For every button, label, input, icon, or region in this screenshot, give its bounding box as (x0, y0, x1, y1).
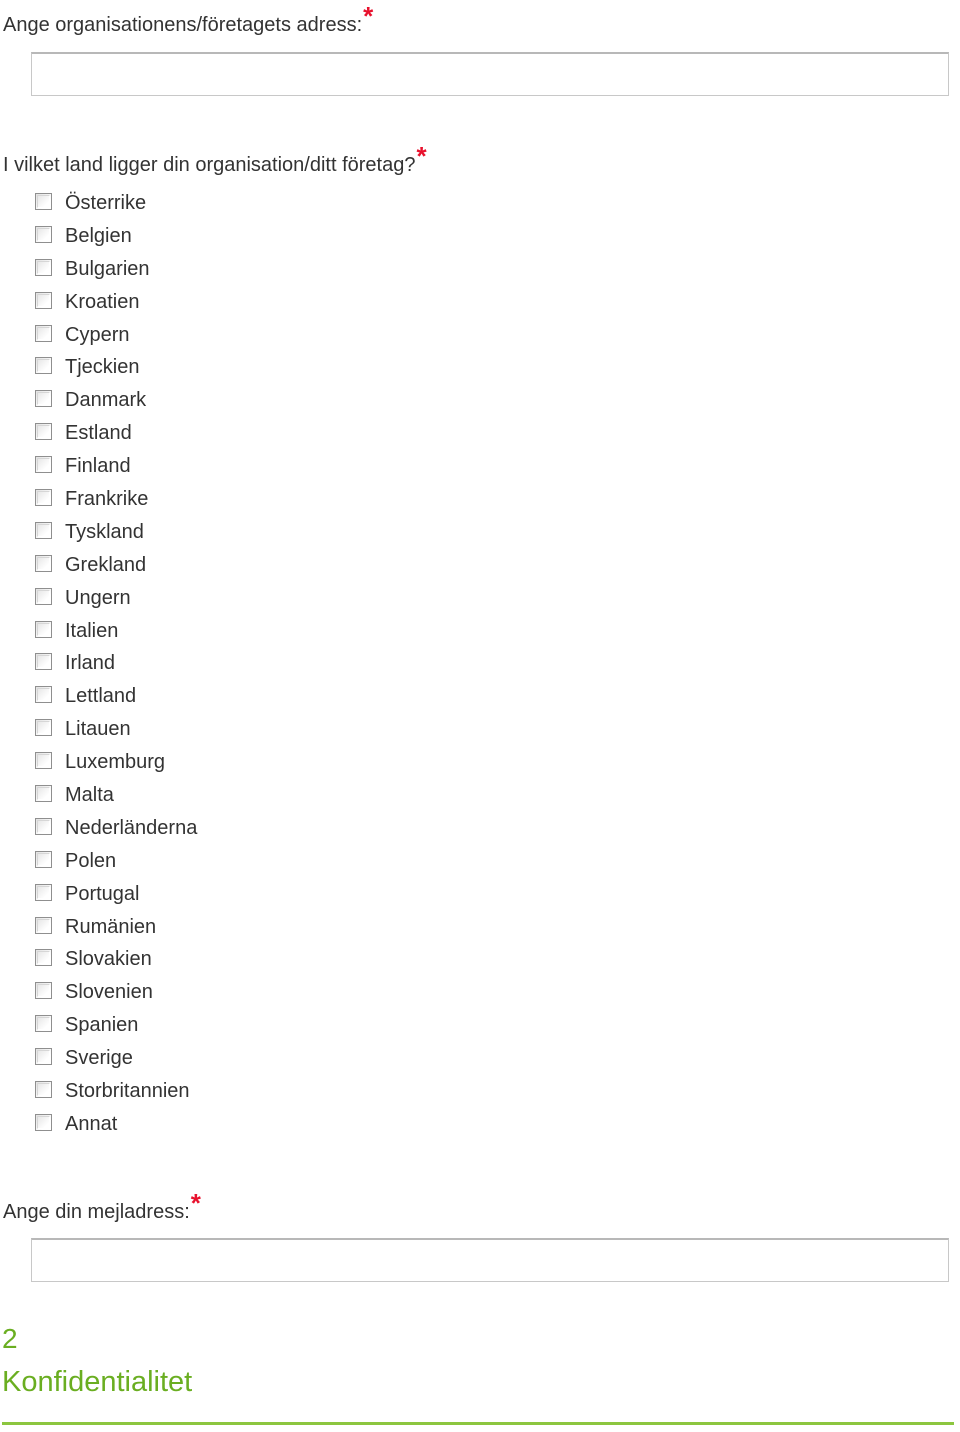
country-checkbox-list (0, 187, 600, 1141)
country-option[interactable] (0, 812, 600, 845)
checkbox-icon[interactable] (35, 621, 52, 638)
checkbox-icon[interactable] (35, 390, 52, 407)
email-input[interactable] (31, 1238, 949, 1282)
country-option-label: Portugal (65, 882, 140, 905)
country-option-label: Polen (65, 849, 117, 872)
country-option-label: Lettland (65, 685, 137, 708)
checkbox-icon[interactable] (35, 489, 52, 506)
country-option[interactable] (0, 384, 600, 417)
country-option[interactable] (0, 220, 600, 253)
section-title: Konfidentialitet (2, 1366, 193, 1398)
country-option-label: Litauen (65, 718, 131, 741)
country-option[interactable] (0, 647, 600, 680)
country-option-label: Malta (65, 784, 114, 807)
country-option-label: Slovakien (65, 948, 152, 971)
country-option-label: Frankrike (65, 488, 149, 511)
checkbox-icon[interactable] (35, 522, 52, 539)
country-option[interactable] (0, 319, 600, 352)
country-option[interactable] (0, 1075, 600, 1108)
address-input[interactable] (31, 52, 949, 96)
checkbox-icon[interactable] (35, 588, 52, 605)
country-option[interactable] (0, 1108, 600, 1141)
checkbox-icon[interactable] (35, 719, 52, 736)
checkbox-icon[interactable] (35, 1048, 52, 1065)
country-option-label: Ungern (65, 586, 131, 609)
checkbox-icon[interactable] (35, 423, 52, 440)
country-option-label: Annat (65, 1112, 118, 1135)
country-option-label: Slovenien (65, 981, 153, 1004)
country-option-label: Grekland (65, 553, 147, 576)
checkbox-icon[interactable] (35, 884, 52, 901)
checkbox-icon[interactable] (35, 785, 52, 802)
country-option[interactable] (0, 187, 600, 220)
checkbox-icon[interactable] (35, 653, 52, 670)
address-question (3, 1, 374, 38)
country-option[interactable] (0, 1042, 600, 1075)
country-option-label: Danmark (65, 389, 147, 412)
country-question (3, 141, 427, 178)
checkbox-icon[interactable] (35, 226, 52, 243)
email-question-label: Ange din mejladress: (3, 1201, 190, 1223)
country-option-label: Spanien (65, 1014, 139, 1037)
country-option[interactable] (0, 1009, 600, 1042)
country-option-label: Italien (65, 619, 119, 642)
country-option-label: Cypern (65, 323, 130, 346)
checkbox-icon[interactable] (35, 752, 52, 769)
country-option-label: Nederländerna (65, 816, 198, 839)
country-option[interactable] (0, 779, 600, 812)
checkbox-icon[interactable] (35, 357, 52, 374)
country-option-label: Bulgarien (65, 257, 150, 280)
checkbox-icon[interactable] (35, 949, 52, 966)
checkbox-icon[interactable] (35, 325, 52, 342)
checkbox-icon[interactable] (35, 456, 52, 473)
checkbox-icon[interactable] (35, 1114, 52, 1131)
checkbox-icon[interactable] (35, 1081, 52, 1098)
country-option[interactable] (0, 450, 600, 483)
checkbox-icon[interactable] (35, 555, 52, 572)
section-number: 2 (2, 1323, 18, 1354)
country-option[interactable] (0, 943, 600, 976)
checkbox-icon[interactable] (35, 1015, 52, 1032)
country-option-label: Österrike (65, 192, 147, 214)
country-option[interactable] (0, 483, 600, 516)
country-option[interactable] (0, 976, 600, 1009)
country-option-label: Tjeckien (65, 356, 140, 379)
country-option[interactable] (0, 253, 600, 286)
required-marker: * (190, 1188, 201, 1218)
country-option[interactable] (0, 845, 600, 878)
country-option[interactable] (0, 516, 600, 549)
country-option-label: Luxemburg (65, 751, 166, 774)
country-option[interactable] (0, 549, 600, 582)
country-option[interactable] (0, 911, 600, 944)
address-question-label: Ange organisationens/företagets adress: (3, 14, 363, 36)
country-option[interactable] (0, 286, 600, 319)
country-option-label: Finland (65, 455, 131, 478)
country-option[interactable] (0, 878, 600, 911)
checkbox-icon[interactable] (35, 851, 52, 868)
country-option[interactable] (0, 582, 600, 615)
country-option[interactable] (0, 615, 600, 648)
checkbox-icon[interactable] (35, 259, 52, 276)
country-question-label: I vilket land ligger din organisation/ditt företag? (3, 154, 416, 176)
checkbox-icon[interactable] (35, 982, 52, 999)
country-option[interactable] (0, 417, 600, 450)
checkbox-icon[interactable] (35, 292, 52, 309)
country-option-label: Tyskland (65, 520, 144, 543)
required-marker: * (363, 1, 374, 31)
country-option-label: Sverige (65, 1047, 133, 1070)
country-option-label: Estland (65, 422, 132, 445)
checkbox-icon[interactable] (35, 818, 52, 835)
checkbox-icon[interactable] (35, 193, 52, 210)
country-option[interactable] (0, 746, 600, 779)
checkbox-icon[interactable] (35, 917, 52, 934)
required-marker: * (416, 141, 427, 171)
country-option-label: Storbritannien (65, 1080, 190, 1103)
email-question (3, 1188, 201, 1225)
country-option[interactable] (0, 713, 600, 746)
country-option[interactable] (0, 351, 600, 384)
country-option[interactable] (0, 680, 600, 713)
country-option-label: Belgien (65, 224, 132, 247)
country-option-label: Kroatien (65, 290, 140, 313)
section-divider (2, 1422, 954, 1425)
country-option-label: Irland (65, 652, 116, 675)
checkbox-icon[interactable] (35, 686, 52, 703)
country-option-label: Rumänien (65, 915, 157, 938)
